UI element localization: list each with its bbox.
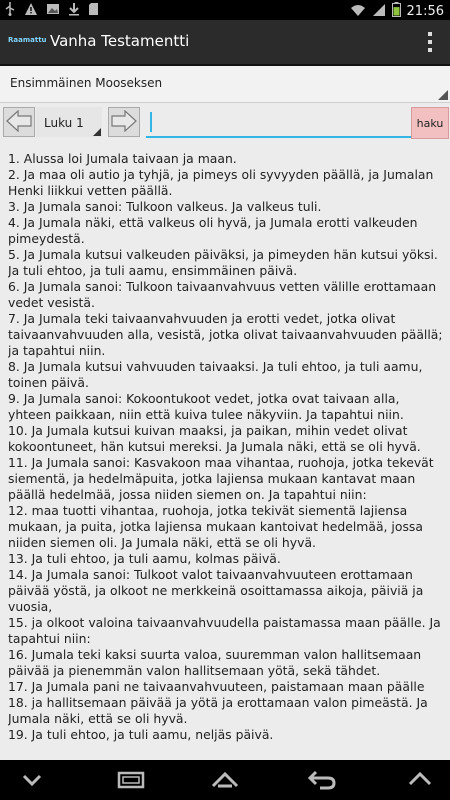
wifi-icon	[350, 3, 366, 21]
search-button[interactable]: haku	[411, 107, 449, 139]
warning-icon	[24, 2, 38, 20]
verse-item: 8. Ja Jumala kutsui vahvuuden taivaaksi. Ja tuli ehtoo, ja tuli aamu, toinen päivä.	[8, 359, 423, 390]
chapter-selector[interactable]	[36, 107, 102, 137]
verse-item: 10. Ja Jumala kutsui kuivan maaksi, ja paikan, mihin vedet olivat kokoontuneet, hän kutsui mereksi. Ja Jumala näki, että se oli hyvä.	[8, 423, 421, 454]
battery-icon	[392, 2, 401, 21]
next-chapter-button[interactable]	[108, 107, 140, 137]
recent-apps-icon[interactable]	[111, 768, 151, 792]
text-caret	[150, 112, 152, 132]
verse-item: 6. Ja Jumala sanoi: Tulkoon taivaanvahvuus vetten välille erottamaan vedet vesistä.	[8, 279, 437, 310]
dropdown-indicator-icon	[93, 128, 101, 136]
usb-icon	[4, 2, 16, 20]
verse-item: 1. Alussa loi Jumala taivaan ja maan.	[8, 151, 237, 166]
verse-item: 13. Ja tuli ehtoo, ja tuli aamu, kolmas päivä.	[8, 551, 281, 566]
home-icon[interactable]	[205, 768, 245, 792]
menu-up-icon[interactable]	[400, 768, 440, 792]
verse-list[interactable]	[8, 151, 444, 759]
action-bar	[0, 20, 450, 66]
verse-item: 15. ja olkoot valoina taivaanvahvuudella paistamassa maan päälle. Ja tapahtui niin:	[8, 615, 441, 646]
sd-card-icon	[88, 2, 99, 20]
image-icon	[46, 2, 60, 20]
arrow-right-icon	[111, 110, 137, 132]
verse-item: 16. Jumala teki kaksi suurta valoa, suuremman valon hallitsemaan päivää ja pienemmän valon hallitsemaan yötä, sekä tähdet.	[8, 647, 422, 678]
verse-item: 7. Ja Jumala teki taivaanvahvuuden ja erotti vedet, jotka olivat taivaanvahvuuden alla, vesistä, jotka olivat taivaanvahvuuden päällä; ja tapahtui niin.	[8, 311, 443, 358]
book-selector-value: Ensimmäinen Mooseksen	[10, 76, 163, 90]
verse-item: 17. Ja Jumala pani ne taivaanvahvuuteen, paistamaan maan päälle	[8, 679, 425, 694]
dropdown-indicator-icon	[438, 90, 448, 100]
hide-keyboard-icon[interactable]	[12, 768, 52, 792]
chapter-selector-value: Luku 1	[44, 116, 84, 130]
verse-item: 12. maa tuotti vihantaa, ruohoja, jotka tekivät siementä lajiensa mukaan, ja puita, jotka lajiensa mukaan kantoivat hedelmää, jossa niiden siemen oli. Ja Jumala näki, että se oli hyvä.	[8, 503, 423, 550]
download-icon	[68, 2, 80, 20]
clock: 21:56	[406, 3, 444, 19]
verse-item: 9. Ja Jumala sanoi: Kokoontukoot vedet, jotka ovat taivaan alla, yhteen paikkaan, niin että kuiva tulee näkyviin. Ja tapahtui niin.	[8, 391, 404, 422]
app-icon[interactable]: Raamattu	[8, 36, 47, 44]
previous-chapter-button[interactable]	[3, 107, 35, 137]
arrow-left-icon	[6, 110, 32, 132]
verse-item: 14. Ja Jumala sanoi: Tulkoot valot taivaanvahvuuteen erottamaan päivää yöstä, ja olkoot ne merkkeinä osoittamassa aikoja, päiviä ja vuosia,	[8, 567, 424, 614]
verse-item: 18. ja hallitsemaan päivää ja yötä ja erottamaan valon pimeästä. Ja Jumala näki, että se oli hyvä.	[8, 695, 428, 726]
app-title: Vanha Testamentti	[50, 32, 190, 50]
verse-item: 3. Ja Jumala sanoi: Tulkoon valkeus. Ja valkeus tuli.	[8, 199, 322, 214]
status-bar	[0, 0, 450, 20]
navigation-bar	[0, 760, 450, 800]
verse-item: 11. Ja Jumala sanoi: Kasvakoon maa vihantaa, ruohoja, jotka tekevät siementä, ja hedelmäpuita, jotka lajiensa mukaan kantavat maan päällä hedelmää, jossa niiden siemen on. Ja tapahtui niin:	[8, 455, 434, 502]
verse-item: 5. Ja Jumala kutsui valkeuden päiväksi, ja pimeyden hän kutsui yöksi. Ja tuli ehtoo, ja tuli aamu, ensimmäinen päivä.	[8, 247, 438, 278]
search-input[interactable]	[146, 108, 414, 138]
verse-item: 19. Ja tuli ehtoo, ja tuli aamu, neljäs päivä.	[8, 727, 274, 742]
overflow-menu-icon[interactable]	[424, 30, 436, 54]
divider	[0, 102, 450, 103]
verse-item: 2. Ja maa oli autio ja tyhjä, ja pimeys oli syvyyden päällä, ja Jumalan Henki liikkui vetten päällä.	[8, 167, 434, 198]
back-icon[interactable]	[302, 768, 342, 792]
book-selector[interactable]	[0, 66, 450, 102]
verse-item: 4. Ja Jumala näki, että valkeus oli hyvä, ja Jumala erotti valkeuden pimeydestä.	[8, 215, 418, 246]
signal-icon	[372, 3, 386, 21]
